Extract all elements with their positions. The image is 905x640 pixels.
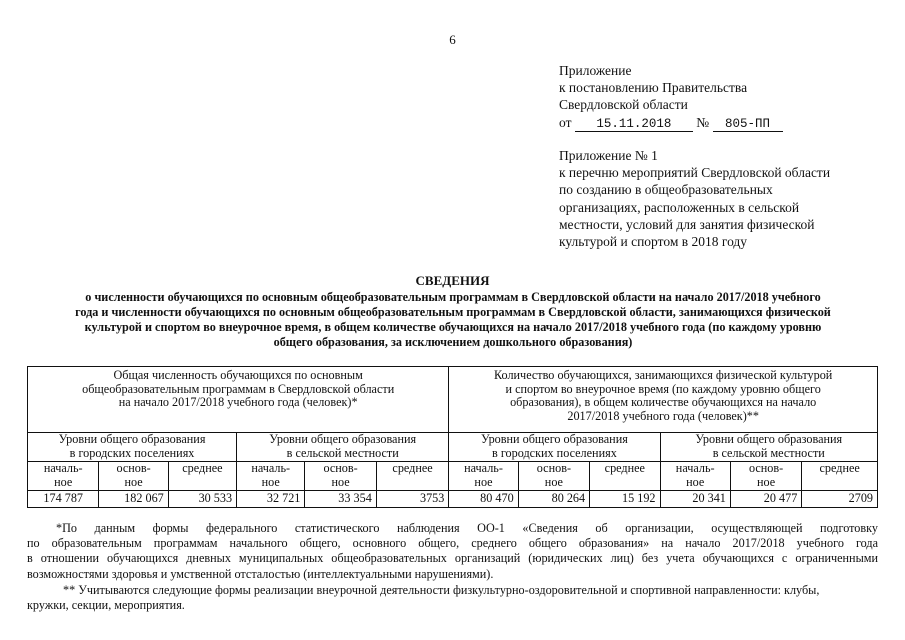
footnote-line: в отношении обучающихся дневных муниципальных общеобразовательных организаций (юридических лиц) без учета обучающихся с ограниченными xyxy=(27,551,878,566)
value-cell: 174 787 xyxy=(28,491,99,508)
value-cell: 15 192 xyxy=(590,491,660,508)
subheader-urban xyxy=(28,433,237,462)
appendix-header xyxy=(559,62,783,132)
header-line: в городских поселениях xyxy=(492,445,617,460)
header-line: ное xyxy=(757,474,776,489)
footnote-line: по образовательным программам начального общего, основного общего, среднего общего образования» на начало 2017/2018 учебного года xyxy=(27,536,878,551)
header-line: началь- xyxy=(251,461,291,475)
appendix-1-line: Приложение № 1 xyxy=(559,148,658,163)
header-line: основ- xyxy=(116,461,151,475)
table-level-row xyxy=(28,462,878,491)
subtitle-line: года и численности обучающихся по основным общеобразовательным программам в Свердловской области, занимающихся физической xyxy=(75,305,831,319)
from-label: от xyxy=(559,114,572,130)
value-cell: 182 067 xyxy=(99,491,168,508)
header-line: 2017/2018 учебного года (человек)** xyxy=(567,408,759,423)
appendix-line: Приложение xyxy=(559,63,632,78)
header-line: началь- xyxy=(675,461,715,475)
value-cell: 3753 xyxy=(376,491,449,508)
footnote-line: возможностями здоровья и умственной отсталостью (интеллектуальными нарушениями). xyxy=(27,566,494,581)
footnote-line: кружки, секции, мероприятия. xyxy=(27,598,185,613)
value-cell: 30 533 xyxy=(168,491,236,508)
header-line: ное xyxy=(544,474,563,489)
appendix-1-line: местности, условий для занятия физической xyxy=(559,216,815,232)
footnote-line: *По данным формы федерального статистического наблюдения ОО-1 «Сведения об организации, осуществляющей подготовку xyxy=(56,521,878,535)
subheader-urban xyxy=(449,433,660,462)
table-header-row xyxy=(28,367,878,433)
header-line: ное xyxy=(124,474,143,489)
appendix-line: к постановлению Правительства xyxy=(559,80,748,96)
header-line: основ- xyxy=(323,461,358,475)
table-row-values xyxy=(28,491,878,508)
header-line: Количество обучающихся, занимающихся физической культурой xyxy=(494,368,833,382)
header-line: образования), в общем количестве обучающихся на начало xyxy=(510,395,817,410)
header-line: ное xyxy=(474,474,493,489)
footnote-line: ** Учитываются следующие формы реализации внеурочной деятельности физкультурно-оздоровительной и спортивной направленности: клубы, xyxy=(63,583,820,597)
page-number: 6 xyxy=(449,32,456,47)
header-line: и спортом во внеурочное время (по каждому уровню общего xyxy=(505,381,821,396)
header-line: Уровни общего образования xyxy=(58,432,206,446)
header-line: началь- xyxy=(43,461,83,475)
header-line: ное xyxy=(261,474,280,489)
header-line: началь- xyxy=(464,461,503,475)
document-title: СВЕДЕНИЯ xyxy=(415,273,490,288)
subheader-rural xyxy=(660,433,878,462)
header-line: в сельской местности xyxy=(712,445,825,460)
resolution-date: 15.11.2018 xyxy=(575,117,693,132)
value-cell: 80 264 xyxy=(518,491,589,508)
header-line: Уровни общего образования xyxy=(269,432,417,446)
group-header-total xyxy=(28,367,449,433)
level-secondary-header: среднее xyxy=(590,462,660,491)
level-secondary-header: среднее xyxy=(168,462,236,491)
header-line: общеобразовательным программам в Свердловской области xyxy=(82,381,395,396)
number-label: № xyxy=(696,114,710,130)
header-line: на начало 2017/2018 учебного года (человек)* xyxy=(118,395,358,410)
header-line: ное xyxy=(331,474,350,489)
subtitle-line: культурой и спортом во внеурочное время, в общем количестве обучающихся на начало 2017/2018 учебного года (по каждому уровню xyxy=(84,320,822,334)
level-initial-header xyxy=(28,462,99,491)
level-initial-header xyxy=(449,462,518,491)
level-initial-header xyxy=(660,462,730,491)
header-line: ное xyxy=(54,474,73,489)
level-basic-header xyxy=(305,462,376,491)
appendix-1-line: по созданию в общеобразовательных xyxy=(559,182,773,198)
subheader-rural xyxy=(237,433,449,462)
appendix-1-header xyxy=(559,147,830,250)
value-cell: 20 477 xyxy=(730,491,801,508)
appendix-line: Свердловской области xyxy=(559,97,688,113)
header-line: Уровни общего образования xyxy=(481,432,628,446)
resolution-number: 805-ПП xyxy=(713,117,783,132)
level-initial-header xyxy=(237,462,305,491)
document-subtitle xyxy=(28,290,878,350)
value-cell: 33 354 xyxy=(305,491,376,508)
value-cell: 20 341 xyxy=(660,491,730,508)
level-secondary-header: среднее xyxy=(376,462,449,491)
header-line: основ- xyxy=(748,461,784,475)
table-subheader-row xyxy=(28,433,878,462)
level-basic-header xyxy=(518,462,589,491)
header-line: Уровни общего образования xyxy=(695,432,843,446)
group-header-sport xyxy=(449,367,878,433)
header-line: в городских поселениях xyxy=(69,445,195,460)
header-line: Общая численность обучающихся по основным xyxy=(113,368,363,382)
footnote-2 xyxy=(27,583,878,613)
appendix-date-line xyxy=(559,114,783,132)
header-line: в сельской местности xyxy=(286,445,399,460)
subtitle-line: общего образования, за исключением дошкольного образования) xyxy=(273,335,633,349)
level-secondary-header: среднее xyxy=(802,462,878,491)
value-cell: 2709 xyxy=(802,491,878,508)
level-basic-header xyxy=(730,462,801,491)
subtitle-line: о численности обучающихся по основным общеобразовательным программам в Свердловской области на начало 2017/2018 учебного xyxy=(85,290,821,304)
value-cell: 80 470 xyxy=(449,491,518,508)
statistics-table xyxy=(27,366,878,508)
appendix-1-line: культурой и спортом в 2018 году xyxy=(559,234,748,250)
level-basic-header xyxy=(99,462,168,491)
header-line: основ- xyxy=(536,461,572,475)
value-cell: 32 721 xyxy=(237,491,305,508)
footnote-1 xyxy=(27,521,878,582)
appendix-1-line: к перечню мероприятий Свердловской области xyxy=(559,165,831,181)
header-line: ное xyxy=(686,474,705,489)
appendix-1-line: организациях, расположенных в сельской xyxy=(559,199,800,215)
